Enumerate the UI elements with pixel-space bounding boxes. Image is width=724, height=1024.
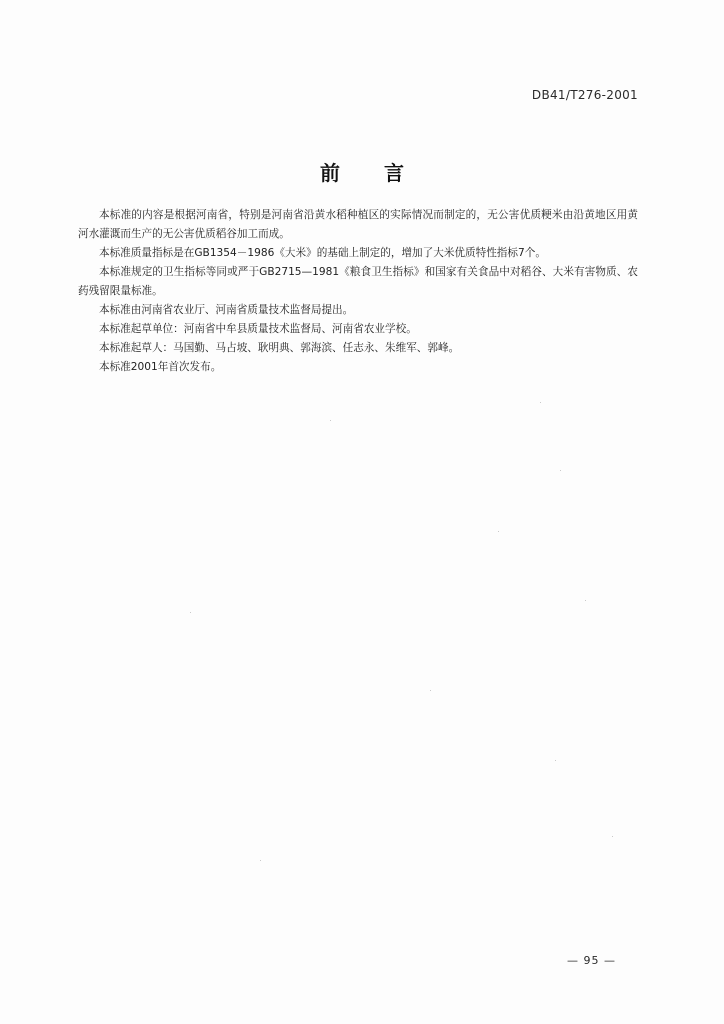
- page-title: 前言: [320, 161, 448, 185]
- scan-speck: [190, 612, 191, 613]
- scan-speck: [260, 860, 261, 861]
- paragraph-quality-indicators: 本标准质量指标是在GB1354－1986《大米》的基础上制定的，增加了大米优质特性指标7个。: [99, 247, 546, 259]
- paragraph-proposer: 本标准由河南省农业厅、河南省质量技术监督局提出。: [99, 304, 354, 316]
- scan-speck: [555, 760, 556, 761]
- scan-speck: [585, 600, 586, 601]
- paragraph-content-basis: 本标准的内容是根据河南省，特别是河南省沿黄水稻种植区的实际情况而制定的，无公害优质粳米由沿黄地区用黄河水灌溉而生产的无公害优质稻谷加工而成。: [78, 209, 638, 240]
- scan-speck: [612, 836, 613, 837]
- paragraph-drafting-units: 本标准起草单位：河南省中牟县质量技术监督局、河南省农业学校。: [99, 323, 417, 335]
- scan-speck: [560, 470, 561, 471]
- paragraph-first-release: 本标准2001年首次发布。: [99, 361, 222, 373]
- standard-code: DB41/T276-2001: [531, 88, 638, 102]
- paragraph-drafters: 本标准起草人：马国勤、马占坡、耿明典、郭海滨、任志永、朱维军、郭峰。: [99, 342, 460, 354]
- scan-speck: [430, 690, 431, 691]
- scan-speck: [540, 402, 541, 403]
- page-number: — 95 —: [567, 954, 616, 967]
- foreword-body: [78, 206, 638, 377]
- paragraph-hygiene-indicators: 本标准规定的卫生指标等同或严于GB2715—1981《粮食卫生指标》和国家有关食品中对稻谷、大米有害物质、农药残留限量标准。: [78, 266, 638, 297]
- scan-speck: [330, 420, 331, 421]
- scan-speck: [498, 531, 499, 532]
